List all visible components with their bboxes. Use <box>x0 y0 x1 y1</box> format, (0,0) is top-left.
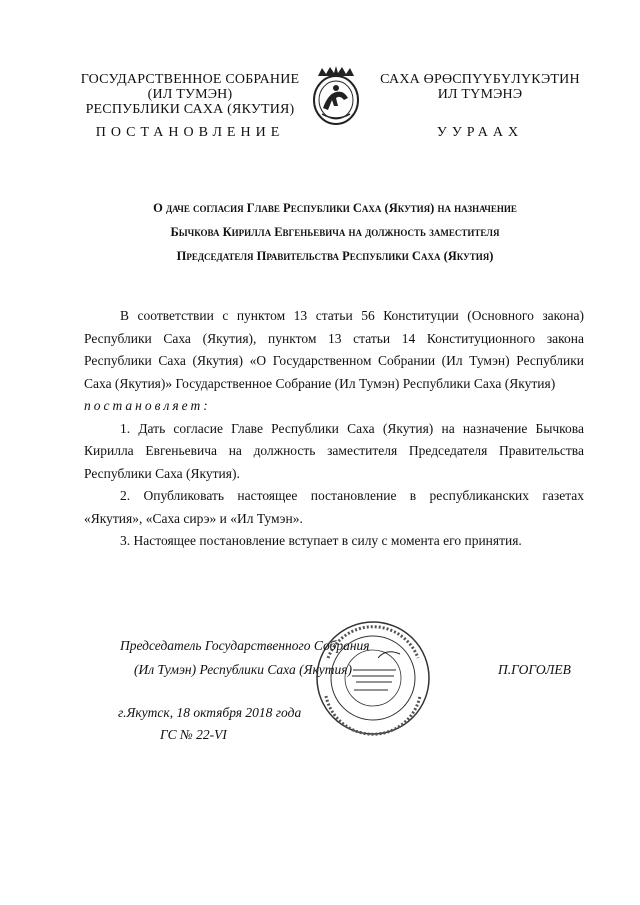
doc-type-left: ПОСТАНОВЛЕНИЕ <box>95 125 285 140</box>
signatory-position-line2: (Ил Тумэн) Республики Саха (Якутия) <box>134 662 353 677</box>
preamble-paragraph: В соответствии с пунктом 13 статьи 56 Конституции (Основного закона) Республики Саха (Якутия), пунктом 13 статьи 14 Конституционного закона Республики Саха (Якутия) «О Государственном Собрании (Ил Тумэн) Республики Саха (Якутия)» Государственное Собрание (Ил Тумэн) Республики Саха (Якутия) <box>84 308 584 391</box>
document-number: ГС № 22-VI <box>160 727 227 742</box>
place-and-date: г.Якутск, 18 октября 2018 года <box>118 705 302 720</box>
signatory-position-line1: Председатель Государственного Собрания <box>120 638 370 653</box>
title-line: О даче согласия Главе Республики Саха (Якутия) на назначение <box>153 201 517 215</box>
item-paragraph: 1. Дать согласие Главе Республики Саха (Якутия) на назначение Бычкова Кирилла Евгеньевича на должность заместителя Председателя Правительства Республики Саха (Якутия). <box>84 420 584 481</box>
header-left-line: ГОСУДАРСТВЕННОЕ СОБРАНИЕ <box>80 72 300 87</box>
signatory-name: П.ГОГОЛЕВ <box>498 662 571 677</box>
document-title <box>80 196 590 268</box>
header-right-line: ИЛ ТҮМЭНЭ <box>437 87 523 102</box>
item-paragraph: 3. Настоящее постановление вступает в силу с момента его принятия. <box>120 533 522 548</box>
document-body <box>84 305 584 553</box>
official-seal <box>308 618 438 738</box>
header-right-line: САХА ӨРӨСПҮҮБҮЛҮКЭТИН <box>380 72 580 87</box>
resolves-word: постановляет: <box>84 398 211 413</box>
title-line: Бычкова Кирилла Евгеньевича на должность заместителя <box>170 225 500 239</box>
header-left-line: РЕСПУБЛИКИ САХА (ЯКУТИЯ) <box>85 102 295 117</box>
coat-of-arms-emblem <box>308 64 364 128</box>
doc-type-right: УУРААХ <box>436 125 524 140</box>
resolves-paragraph <box>84 395 584 418</box>
header-left-line: (ИЛ ТУМЭН) <box>147 87 233 102</box>
title-line: Председателя Правительства Республики Саха (Якутия) <box>176 249 494 263</box>
header-left-block <box>70 72 310 117</box>
header-right-block <box>365 72 595 102</box>
item-paragraph: 2. Опубликовать настоящее постановление в республиканских газетах «Якутия», «Саха сирэ» и «Ил Тумэн». <box>84 488 584 526</box>
